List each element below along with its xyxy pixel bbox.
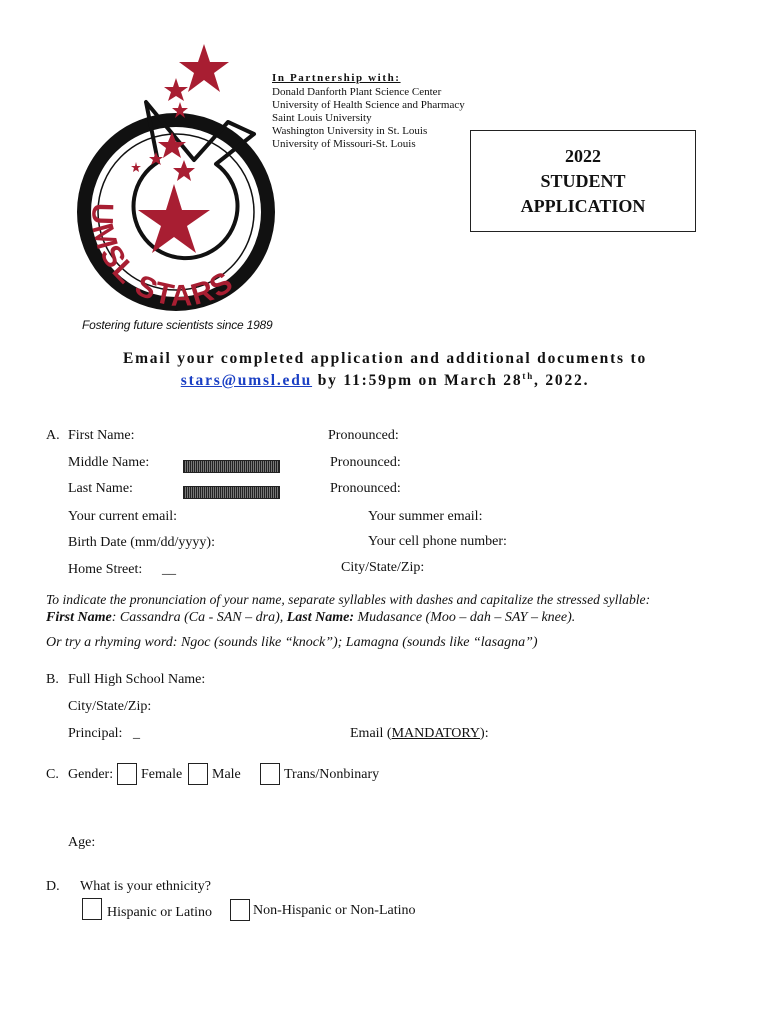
trans-nonbinary-label: Trans/Nonbinary <box>284 767 380 782</box>
principal-label[interactable]: Principal: <box>68 726 123 741</box>
middle-name-redacted-field[interactable] <box>183 457 280 475</box>
application-year: 2022 <box>565 145 601 166</box>
logo-top-star-icon <box>179 44 229 92</box>
logo-star-icon <box>173 160 195 181</box>
school-city-label[interactable]: City/State/Zip: <box>68 699 152 714</box>
stars-email-link[interactable]: stars@umsl.edu <box>180 372 313 390</box>
partner-item: Saint Louis University <box>272 112 372 124</box>
section-c-letter: C. <box>46 767 59 782</box>
home-street-field[interactable]: __ <box>162 562 176 577</box>
principal-field[interactable]: _ <box>133 726 140 741</box>
high-school-label[interactable]: Full High School Name: <box>68 672 206 687</box>
logo-star-icon <box>164 78 188 101</box>
first-name-example-label: First Name <box>46 610 112 625</box>
deadline-text: by 11:59pm on March 28 <box>312 372 523 390</box>
principal-email-label[interactable] <box>350 726 489 742</box>
deadline-year: , 2022. <box>534 372 590 390</box>
application-line-student: STUDENT <box>540 170 626 191</box>
birth-date-label[interactable]: Birth Date (mm/dd/yyyy): <box>68 535 215 550</box>
instructions-line-2 <box>0 371 770 390</box>
last-name-label[interactable]: Last Name: <box>68 481 133 496</box>
section-a-letter: A. <box>46 428 60 443</box>
partner-item: Donald Danforth Plant Science Center <box>272 86 442 98</box>
last-name-example: Mudasance (Moo – dah – SAY – knee). <box>354 610 576 625</box>
first-name-example: : Cassandra (Ca - SAN – dra), <box>111 610 287 625</box>
partner-item: University of Missouri-St. Louis <box>272 138 416 150</box>
summer-email-label[interactable]: Your summer email: <box>368 509 483 524</box>
female-label: Female <box>141 767 183 782</box>
deadline-ordinal: th <box>522 371 535 381</box>
section-b-letter: B. <box>46 672 59 687</box>
first-name-label[interactable]: First Name: <box>68 428 135 443</box>
logo-tagline: Fostering future scientists since 1989 <box>82 318 273 332</box>
last-name-pronounced-label[interactable]: Pronounced: <box>330 481 401 496</box>
instructions-line-1: Email your completed application and additional documents to <box>122 350 648 367</box>
male-checkbox[interactable] <box>188 763 208 785</box>
female-checkbox[interactable] <box>117 763 137 785</box>
email-prefix: Email ( <box>350 726 392 741</box>
hispanic-label: Hispanic or Latino <box>107 905 212 920</box>
gender-label: Gender: <box>68 767 114 782</box>
last-name-redacted-field[interactable] <box>183 483 280 501</box>
umsl-stars-logo <box>76 42 276 312</box>
non-hispanic-checkbox[interactable] <box>230 899 250 921</box>
trans-nonbinary-checkbox[interactable] <box>260 763 280 785</box>
last-name-example-label: Last Name: <box>286 610 355 625</box>
middle-name-pronounced-label[interactable]: Pronounced: <box>330 455 401 470</box>
non-hispanic-label: Non-Hispanic or Non-Latino <box>253 903 416 918</box>
application-title-box <box>470 130 696 232</box>
current-email-label[interactable]: Your current email: <box>68 509 177 524</box>
cell-phone-label[interactable]: Your cell phone number: <box>368 534 507 549</box>
hispanic-checkbox[interactable] <box>82 898 102 920</box>
city-state-zip-label[interactable]: City/State/Zip: <box>341 560 425 575</box>
section-d-letter: D. <box>46 879 60 894</box>
middle-name-label[interactable]: Middle Name: <box>68 455 150 470</box>
email-suffix: ): <box>480 726 489 741</box>
ethnicity-question: What is your ethnicity? <box>80 879 212 894</box>
partner-item: Washington University in St. Louis <box>272 125 428 137</box>
partner-heading: In Partnership with: <box>272 72 401 84</box>
rhyming-note: Or try a rhyming word: Ngoc (sounds like “knock”); Lamagna (sounds like “lasagna”) <box>46 635 538 650</box>
pronunciation-note: To indicate the pronunciation of your name, separate syllables with dashes and capitalize the stressed syllable: <box>46 592 651 607</box>
email-mandatory: MANDATORY <box>391 726 481 741</box>
male-label: Male <box>212 767 241 782</box>
application-line-application: APPLICATION <box>520 195 646 216</box>
partner-item: University of Health Science and Pharmacy <box>272 99 465 111</box>
logo-star-icon <box>131 162 141 172</box>
pronunciation-example <box>46 610 575 626</box>
logo-ring-text: UMSL STARS <box>85 202 240 312</box>
age-label[interactable]: Age: <box>68 835 96 850</box>
first-name-pronounced-label[interactable]: Pronounced: <box>328 428 399 443</box>
home-street-label[interactable]: Home Street: <box>68 562 143 577</box>
partner-list <box>272 86 465 151</box>
